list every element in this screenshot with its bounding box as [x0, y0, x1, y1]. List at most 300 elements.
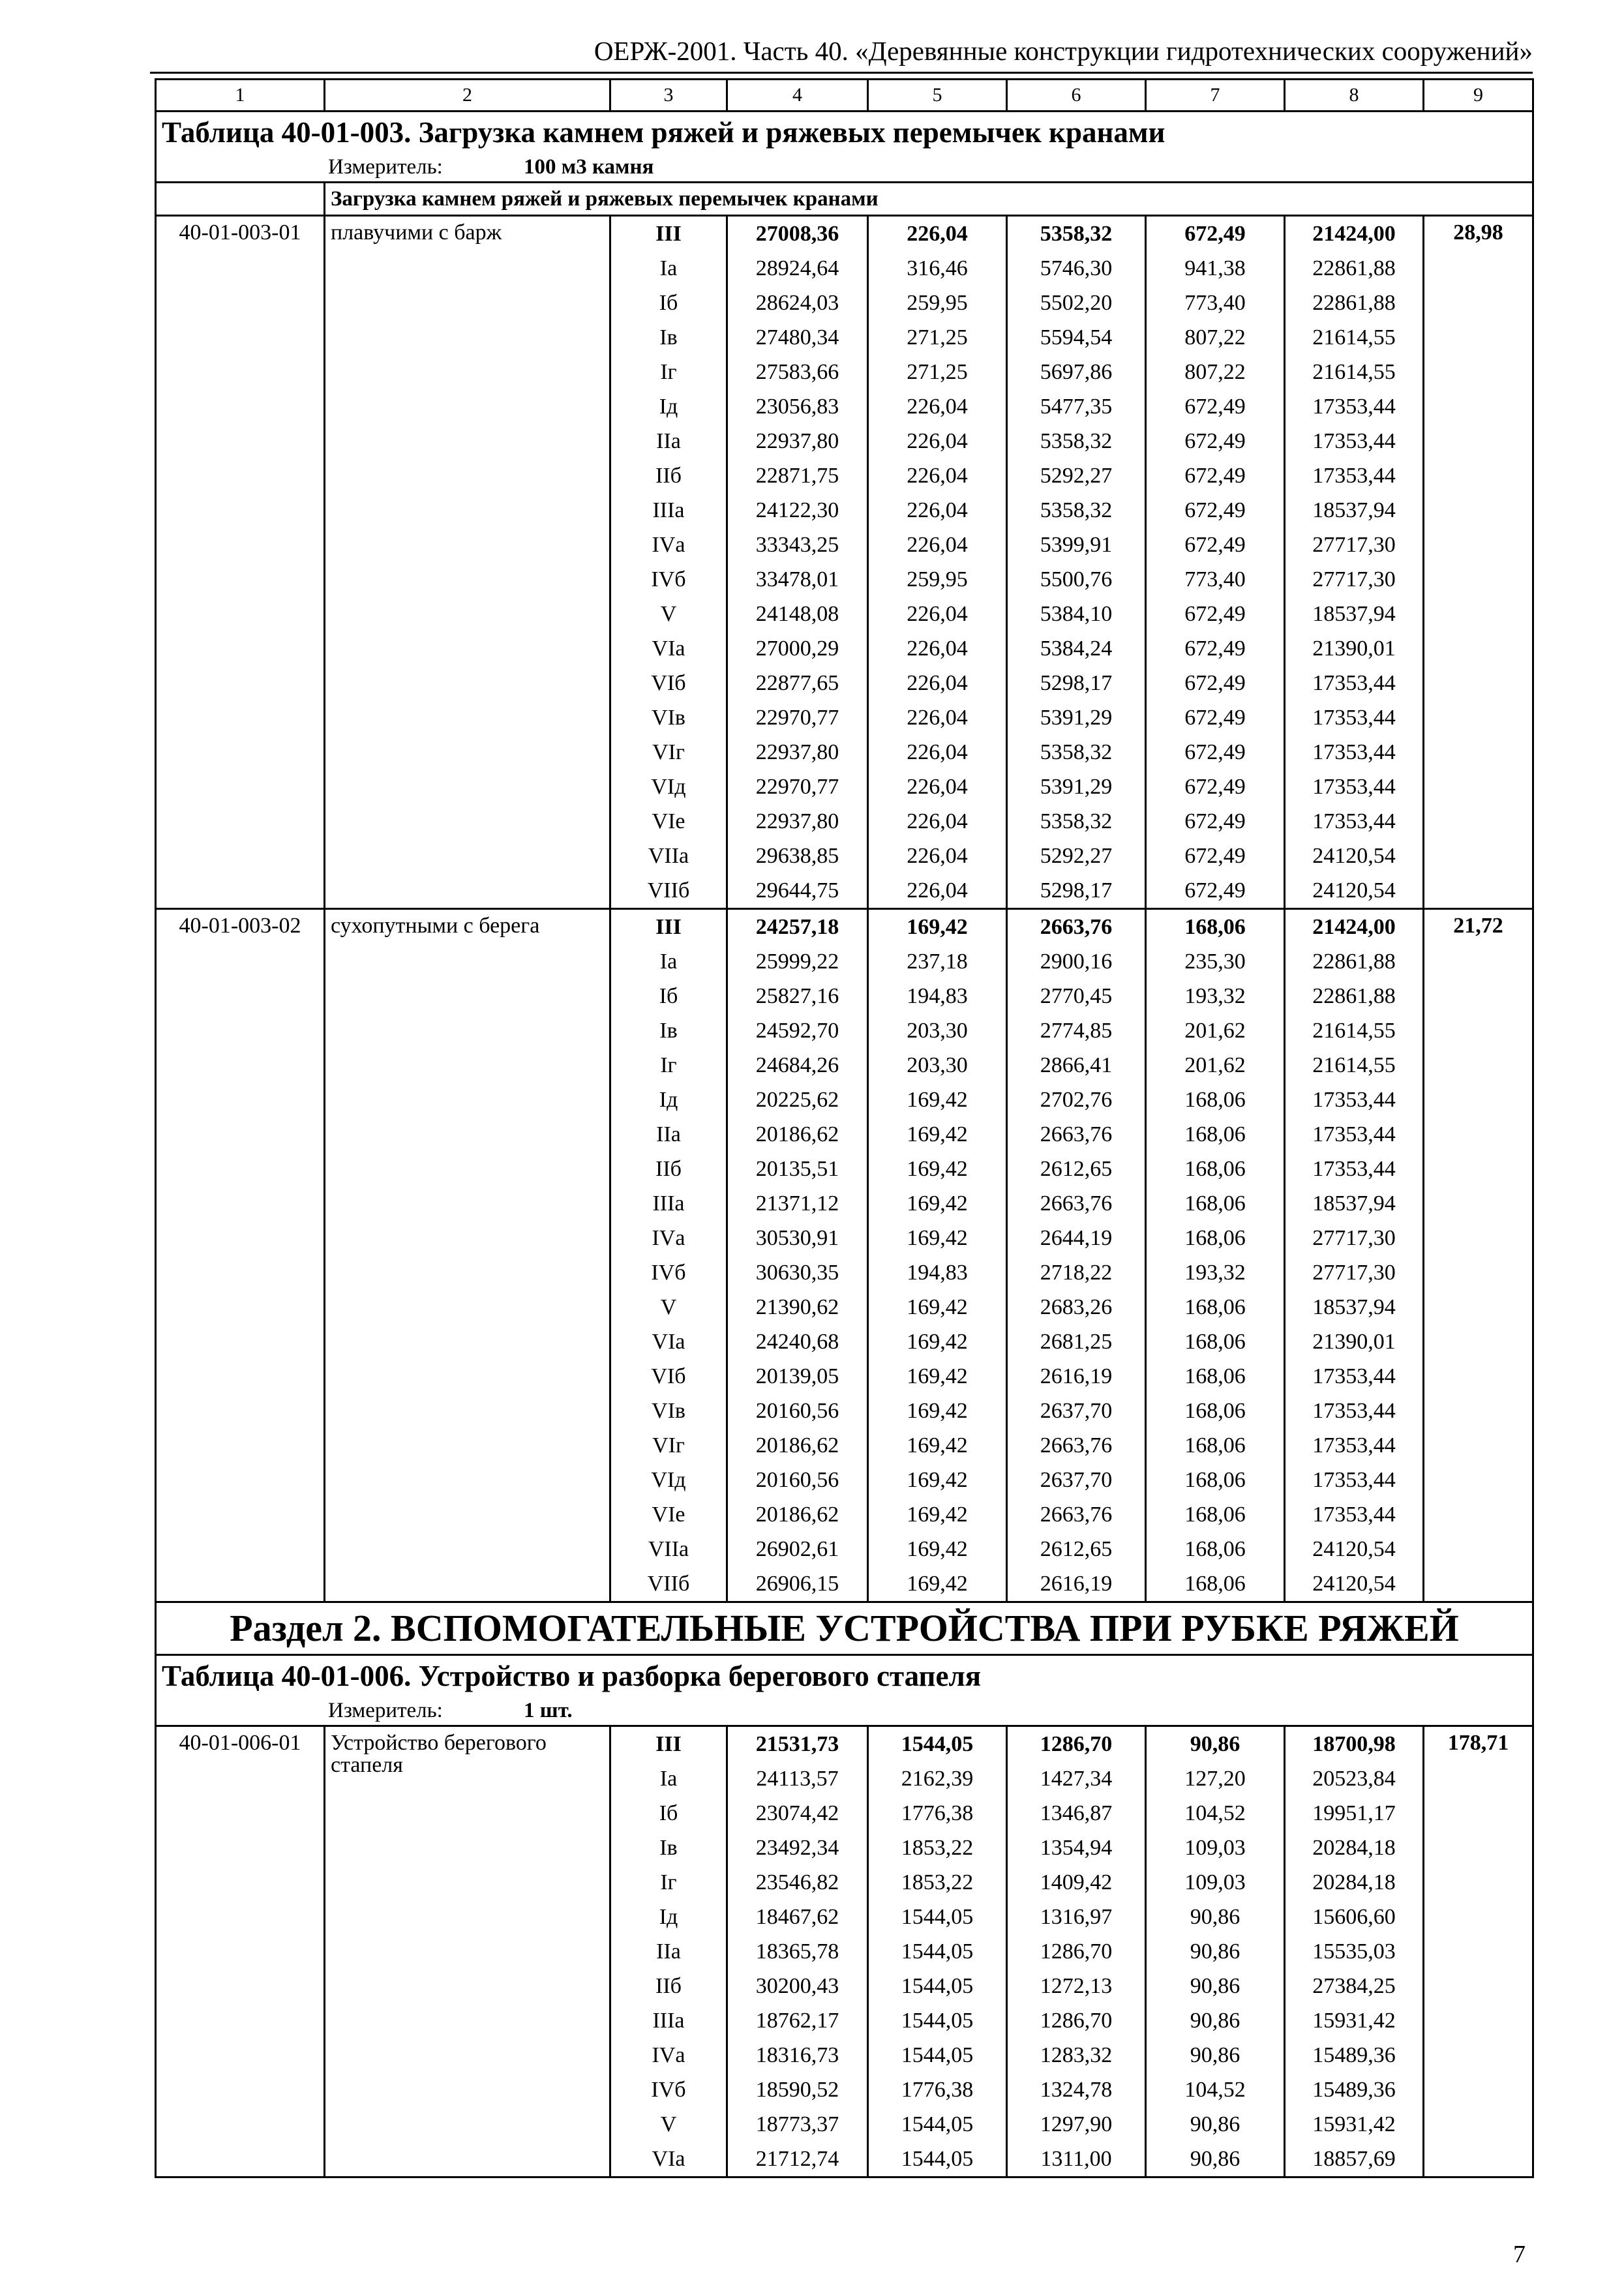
value-cell: 201,62 [1146, 1013, 1285, 1048]
value-cell: 316,46 [868, 251, 1007, 286]
value-cell: 169,42 [868, 1566, 1007, 1602]
value-cell: 24148,08 [727, 597, 868, 631]
value-cell: 5384,10 [1007, 597, 1146, 631]
value-cell: 15931,42 [1285, 2107, 1424, 2142]
value-cell: 21424,00 [1285, 909, 1424, 945]
value-cell: 2702,76 [1007, 1083, 1146, 1117]
value-cell: 90,86 [1146, 2142, 1285, 2177]
value-cell: 20135,51 [727, 1152, 868, 1186]
value-cell: 17353,44 [1285, 1359, 1424, 1394]
table1-subheading-row [156, 183, 1533, 216]
value-cell: 169,42 [868, 1428, 1007, 1463]
value-cell: 1283,32 [1007, 2038, 1146, 2072]
value-cell: 1776,38 [868, 2072, 1007, 2107]
zone-cell: VIе [610, 804, 727, 839]
value-cell: 1354,94 [1007, 1831, 1146, 1865]
zone-cell: IVа [610, 2038, 727, 2072]
value-cell: 24113,57 [727, 1761, 868, 1796]
value-cell: 25827,16 [727, 979, 868, 1013]
value-cell: 22861,88 [1285, 251, 1424, 286]
zone-cell: VIIа [610, 839, 727, 873]
zone-cell: III [610, 909, 727, 945]
measure-label: Измеритель: [328, 1698, 443, 1722]
value-cell: 21371,12 [727, 1186, 868, 1221]
value-cell: 22877,65 [727, 666, 868, 700]
value-cell: 773,40 [1146, 562, 1285, 597]
zone-cell: IIа [610, 424, 727, 458]
item-name [325, 1726, 610, 2177]
zone-cell: Iд [610, 389, 727, 424]
zone-cell: Iв [610, 320, 727, 355]
value-cell: 2616,19 [1007, 1566, 1146, 1602]
column-number: 5 [868, 80, 1007, 112]
value-cell: 17353,44 [1285, 1463, 1424, 1497]
value-cell: 17353,44 [1285, 1428, 1424, 1463]
value-cell: 169,42 [868, 1221, 1007, 1255]
zone-cell: Iг [610, 1048, 727, 1083]
value-cell: 1544,05 [868, 1726, 1007, 1762]
value-cell: 168,06 [1146, 1497, 1285, 1532]
zone-cell: IIIа [610, 1186, 727, 1221]
value-cell: 226,04 [868, 458, 1007, 493]
value-cell: 24684,26 [727, 1048, 868, 1083]
value-cell: 672,49 [1146, 735, 1285, 770]
value-cell: 226,04 [868, 389, 1007, 424]
value-cell: 21390,01 [1285, 1324, 1424, 1359]
zone-cell: VIг [610, 1428, 727, 1463]
document-header: ОЕРЖ-2001. Часть 40. «Деревянные конструкции гидротехнических сооружений» [594, 36, 1533, 66]
column-number: 7 [1146, 80, 1285, 112]
value-cell: 1544,05 [868, 1934, 1007, 1969]
value-cell: 21712,74 [727, 2142, 868, 2177]
value-cell: 194,83 [868, 979, 1007, 1013]
zone-cell: Iб [610, 1796, 727, 1831]
zone-cell: IIа [610, 1117, 727, 1152]
value-cell: 17353,44 [1285, 458, 1424, 493]
zone-cell: VIв [610, 1394, 727, 1428]
value-cell: 17353,44 [1285, 389, 1424, 424]
value-cell: 672,49 [1146, 804, 1285, 839]
value-cell: 168,06 [1146, 1394, 1285, 1428]
value-cell: 24257,18 [727, 909, 868, 945]
value-cell: 17353,44 [1285, 1152, 1424, 1186]
value-cell: 169,42 [868, 1359, 1007, 1394]
value-cell: 672,49 [1146, 700, 1285, 735]
value-cell: 226,04 [868, 216, 1007, 252]
value-cell: 29638,85 [727, 839, 868, 873]
value-cell: 27717,30 [1285, 562, 1424, 597]
column-number: 3 [610, 80, 727, 112]
value-cell: 21390,01 [1285, 631, 1424, 666]
value-cell: 23056,83 [727, 389, 868, 424]
value-cell: 20523,84 [1285, 1761, 1424, 1796]
value-cell: 17353,44 [1285, 1394, 1424, 1428]
value-cell: 1311,00 [1007, 2142, 1146, 2177]
zone-cell: VIд [610, 770, 727, 804]
value-cell: 90,86 [1146, 1934, 1285, 1969]
value-cell: 20160,56 [727, 1463, 868, 1497]
value-cell: 17353,44 [1285, 770, 1424, 804]
value-cell: 2770,45 [1007, 979, 1146, 1013]
value-cell: 1776,38 [868, 1796, 1007, 1831]
zone-cell: Iв [610, 1831, 727, 1865]
value-cell: 15535,03 [1285, 1934, 1424, 1969]
value-cell: 2774,85 [1007, 1013, 1146, 1048]
value-cell: 672,49 [1146, 528, 1285, 562]
value-cell: 672,49 [1146, 770, 1285, 804]
value-cell: 672,49 [1146, 597, 1285, 631]
value-cell: 17353,44 [1285, 735, 1424, 770]
value-cell: 2644,19 [1007, 1221, 1146, 1255]
value-cell: 21614,55 [1285, 1013, 1424, 1048]
header-divider [150, 72, 1533, 74]
value-cell: 90,86 [1146, 2003, 1285, 2038]
column-number: 2 [325, 80, 610, 112]
value-cell: 259,95 [868, 286, 1007, 320]
zone-cell: Iа [610, 251, 727, 286]
value-cell: 18590,52 [727, 2072, 868, 2107]
value-cell: 2637,70 [1007, 1463, 1146, 1497]
value-cell: 169,42 [868, 1324, 1007, 1359]
value-cell: 168,06 [1146, 1186, 1285, 1221]
value-cell: 5292,27 [1007, 458, 1146, 493]
value-cell: 169,42 [868, 1152, 1007, 1186]
zone-cell: VIа [610, 631, 727, 666]
zone-cell: IVа [610, 528, 727, 562]
value-cell: 22970,77 [727, 700, 868, 735]
value-cell: 1286,70 [1007, 1934, 1146, 1969]
labor-cost-cell: 28,98 [1424, 216, 1533, 909]
measure-label: Измеритель: [328, 155, 443, 179]
value-cell: 168,06 [1146, 1117, 1285, 1152]
value-cell: 29644,75 [727, 873, 868, 909]
value-cell: 2616,19 [1007, 1359, 1146, 1394]
value-cell: 104,52 [1146, 1796, 1285, 1831]
value-cell: 1544,05 [868, 2038, 1007, 2072]
value-cell: 168,06 [1146, 909, 1285, 945]
zone-cell: IVа [610, 1221, 727, 1255]
value-cell: 26902,61 [727, 1532, 868, 1566]
subheading-spacer [156, 183, 325, 216]
item-code: 40-01-003-01 [156, 216, 325, 909]
value-cell: 15489,36 [1285, 2038, 1424, 2072]
value-cell: 20186,62 [727, 1428, 868, 1463]
value-cell: 226,04 [868, 424, 1007, 458]
value-cell: 18537,94 [1285, 1290, 1424, 1324]
rate-row [156, 216, 1533, 252]
value-cell: 27717,30 [1285, 1255, 1424, 1290]
value-cell: 1853,22 [868, 1865, 1007, 1900]
page-number: 7 [1513, 2241, 1526, 2268]
rate-row [156, 909, 1533, 945]
value-cell: 201,62 [1146, 1048, 1285, 1083]
value-cell: 226,04 [868, 528, 1007, 562]
value-cell: 1544,05 [868, 2003, 1007, 2038]
value-cell: 90,86 [1146, 2107, 1285, 2142]
item-code: 40-01-003-02 [156, 909, 325, 1602]
value-cell: 203,30 [868, 1013, 1007, 1048]
value-cell: 23546,82 [727, 1865, 868, 1900]
value-cell: 203,30 [868, 1048, 1007, 1083]
column-number: 8 [1285, 80, 1424, 112]
value-cell: 5292,27 [1007, 839, 1146, 873]
zone-cell: VIг [610, 735, 727, 770]
value-cell: 2681,25 [1007, 1324, 1146, 1359]
value-cell: 5477,35 [1007, 389, 1146, 424]
value-cell: 18316,73 [727, 2038, 868, 2072]
value-cell: 22861,88 [1285, 944, 1424, 979]
measure-cell [156, 153, 1533, 183]
item-name: сухопутными с берега [325, 909, 610, 1602]
value-cell: 168,06 [1146, 1221, 1285, 1255]
value-cell: 5358,32 [1007, 493, 1146, 528]
value-cell: 23074,42 [727, 1796, 868, 1831]
value-cell: 237,18 [868, 944, 1007, 979]
value-cell: 5502,20 [1007, 286, 1146, 320]
value-cell: 168,06 [1146, 1083, 1285, 1117]
value-cell: 22937,80 [727, 735, 868, 770]
value-cell: 21614,55 [1285, 1048, 1424, 1083]
value-cell: 226,04 [868, 666, 1007, 700]
value-cell: 271,25 [868, 320, 1007, 355]
value-cell: 672,49 [1146, 458, 1285, 493]
value-cell: 168,06 [1146, 1290, 1285, 1324]
value-cell: 5391,29 [1007, 700, 1146, 735]
value-cell: 168,06 [1146, 1566, 1285, 1602]
value-cell: 90,86 [1146, 2038, 1285, 2072]
zone-cell: Iд [610, 1900, 727, 1934]
value-cell: 5391,29 [1007, 770, 1146, 804]
table-title: Таблица 40-01-006. Устройство и разборка берегового стапеля [156, 1655, 1533, 1697]
value-cell: 18467,62 [727, 1900, 868, 1934]
value-cell: 15606,60 [1285, 1900, 1424, 1934]
value-cell: 24120,54 [1285, 873, 1424, 909]
value-cell: 672,49 [1146, 631, 1285, 666]
value-cell: 1272,13 [1007, 1969, 1146, 2003]
zone-cell: V [610, 1290, 727, 1324]
item-code: 40-01-006-01 [156, 1726, 325, 2177]
value-cell: 168,06 [1146, 1532, 1285, 1566]
zone-cell: VIа [610, 1324, 727, 1359]
zone-cell: Iб [610, 979, 727, 1013]
zone-cell: Iб [610, 286, 727, 320]
value-cell: 226,04 [868, 839, 1007, 873]
value-cell: 22937,80 [727, 424, 868, 458]
value-cell: 90,86 [1146, 1969, 1285, 2003]
value-cell: 24592,70 [727, 1013, 868, 1048]
value-cell: 169,42 [868, 1497, 1007, 1532]
zone-cell: Iд [610, 1083, 727, 1117]
value-cell: 226,04 [868, 770, 1007, 804]
zone-cell: VIб [610, 666, 727, 700]
value-cell: 127,20 [1146, 1761, 1285, 1796]
value-cell: 235,30 [1146, 944, 1285, 979]
zone-cell: Iг [610, 355, 727, 389]
value-cell: 672,49 [1146, 666, 1285, 700]
value-cell: 17353,44 [1285, 666, 1424, 700]
value-cell: 1544,05 [868, 2142, 1007, 2177]
value-cell: 18773,37 [727, 2107, 868, 2142]
value-cell: 33478,01 [727, 562, 868, 597]
value-cell: 807,22 [1146, 355, 1285, 389]
value-cell: 17353,44 [1285, 1117, 1424, 1152]
zone-cell: V [610, 2107, 727, 2142]
table2-measure-row [156, 1696, 1533, 1726]
value-cell: 21390,62 [727, 1290, 868, 1324]
zone-cell: IVб [610, 562, 727, 597]
value-cell: 18537,94 [1285, 597, 1424, 631]
value-cell: 1544,05 [868, 1969, 1007, 2003]
value-cell: 672,49 [1146, 424, 1285, 458]
value-cell: 271,25 [868, 355, 1007, 389]
measure-value: 1 шт. [524, 1698, 573, 1722]
value-cell: 193,32 [1146, 1255, 1285, 1290]
value-cell: 773,40 [1146, 286, 1285, 320]
value-cell: 5399,91 [1007, 528, 1146, 562]
value-cell: 1286,70 [1007, 1726, 1146, 1762]
value-cell: 2612,65 [1007, 1532, 1146, 1566]
value-cell: 33343,25 [727, 528, 868, 562]
value-cell: 27717,30 [1285, 1221, 1424, 1255]
value-cell: 24120,54 [1285, 1566, 1424, 1602]
table1-title-row [156, 112, 1533, 153]
value-cell: 2612,65 [1007, 1152, 1146, 1186]
zone-cell: Iв [610, 1013, 727, 1048]
zone-cell: VIе [610, 1497, 727, 1532]
value-cell: 24120,54 [1285, 1532, 1424, 1566]
measure-value: 100 м3 камня [524, 155, 654, 179]
zone-cell: VIд [610, 1463, 727, 1497]
value-cell: 5500,76 [1007, 562, 1146, 597]
value-cell: 672,49 [1146, 839, 1285, 873]
value-cell: 5697,86 [1007, 355, 1146, 389]
value-cell: 2663,76 [1007, 1117, 1146, 1152]
value-cell: 1346,87 [1007, 1796, 1146, 1831]
value-cell: 672,49 [1146, 873, 1285, 909]
value-cell: 169,42 [868, 1083, 1007, 1117]
value-cell: 17353,44 [1285, 424, 1424, 458]
value-cell: 226,04 [868, 873, 1007, 909]
value-cell: 672,49 [1146, 216, 1285, 252]
value-cell: 18762,17 [727, 2003, 868, 2038]
value-cell: 226,04 [868, 735, 1007, 770]
value-cell: 193,32 [1146, 979, 1285, 1013]
table2-title-row [156, 1655, 1533, 1697]
value-cell: 5358,32 [1007, 424, 1146, 458]
value-cell: 1409,42 [1007, 1865, 1146, 1900]
value-cell: 21531,73 [727, 1726, 868, 1762]
value-cell: 19951,17 [1285, 1796, 1424, 1831]
zone-cell: Iа [610, 944, 727, 979]
value-cell: 1316,97 [1007, 1900, 1146, 1934]
value-cell: 20139,05 [727, 1359, 868, 1394]
item-name: плавучими с барж [325, 216, 610, 909]
value-cell: 2162,39 [868, 1761, 1007, 1796]
zone-cell: IVб [610, 2072, 727, 2107]
measure-cell [156, 1696, 1533, 1726]
value-cell: 1544,05 [868, 2107, 1007, 2142]
value-cell: 169,42 [868, 1290, 1007, 1324]
value-cell: 168,06 [1146, 1428, 1285, 1463]
value-cell: 168,06 [1146, 1152, 1285, 1186]
value-cell: 5298,17 [1007, 666, 1146, 700]
zone-cell: IIб [610, 458, 727, 493]
value-cell: 194,83 [868, 1255, 1007, 1290]
value-cell: 259,95 [868, 562, 1007, 597]
value-cell: 169,42 [868, 909, 1007, 945]
value-cell: 168,06 [1146, 1324, 1285, 1359]
value-cell: 5358,32 [1007, 804, 1146, 839]
zone-cell: VIа [610, 2142, 727, 2177]
value-cell: 109,03 [1146, 1865, 1285, 1900]
rates-table [155, 78, 1534, 2178]
value-cell: 169,42 [868, 1117, 1007, 1152]
value-cell: 18537,94 [1285, 1186, 1424, 1221]
value-cell: 27000,29 [727, 631, 868, 666]
item-name-line: Устройство берегового [331, 1731, 547, 1755]
value-cell: 27717,30 [1285, 528, 1424, 562]
value-cell: 168,06 [1146, 1359, 1285, 1394]
section-row [156, 1602, 1533, 1655]
zone-cell: V [610, 597, 727, 631]
value-cell: 28624,03 [727, 286, 868, 320]
zone-cell: IIа [610, 1934, 727, 1969]
value-cell: 1324,78 [1007, 2072, 1146, 2107]
value-cell: 24120,54 [1285, 839, 1424, 873]
value-cell: 672,49 [1146, 493, 1285, 528]
value-cell: 17353,44 [1285, 700, 1424, 735]
value-cell: 2718,22 [1007, 1255, 1146, 1290]
item-name-line: стапеля [331, 1753, 403, 1777]
value-cell: 1544,05 [868, 1900, 1007, 1934]
value-cell: 22861,88 [1285, 286, 1424, 320]
value-cell: 17353,44 [1285, 1497, 1424, 1532]
value-cell: 169,42 [868, 1532, 1007, 1566]
value-cell: 17353,44 [1285, 1083, 1424, 1117]
value-cell: 807,22 [1146, 320, 1285, 355]
value-cell: 22970,77 [727, 770, 868, 804]
value-cell: 20284,18 [1285, 1831, 1424, 1865]
value-cell: 226,04 [868, 700, 1007, 735]
labor-cost-cell: 178,71 [1424, 1726, 1533, 2177]
value-cell: 23492,34 [727, 1831, 868, 1865]
value-cell: 2663,76 [1007, 1428, 1146, 1463]
zone-cell: VIв [610, 700, 727, 735]
value-cell: 26906,15 [727, 1566, 868, 1602]
rate-row [156, 1726, 1533, 1762]
value-cell: 20160,56 [727, 1394, 868, 1428]
zone-cell: IIб [610, 1152, 727, 1186]
value-cell: 226,04 [868, 631, 1007, 666]
value-cell: 20225,62 [727, 1083, 868, 1117]
zone-cell: IVб [610, 1255, 727, 1290]
value-cell: 27008,36 [727, 216, 868, 252]
column-number: 6 [1007, 80, 1146, 112]
value-cell: 5298,17 [1007, 873, 1146, 909]
column-number-row [156, 80, 1533, 112]
value-cell: 30200,43 [727, 1969, 868, 2003]
zone-cell: III [610, 216, 727, 252]
value-cell: 941,38 [1146, 251, 1285, 286]
value-cell: 27480,34 [727, 320, 868, 355]
value-cell: 30530,91 [727, 1221, 868, 1255]
zone-cell: VIIб [610, 1566, 727, 1602]
zone-cell: VIIа [610, 1532, 727, 1566]
value-cell: 226,04 [868, 804, 1007, 839]
value-cell: 2866,41 [1007, 1048, 1146, 1083]
value-cell: 22937,80 [727, 804, 868, 839]
value-cell: 17353,44 [1285, 804, 1424, 839]
